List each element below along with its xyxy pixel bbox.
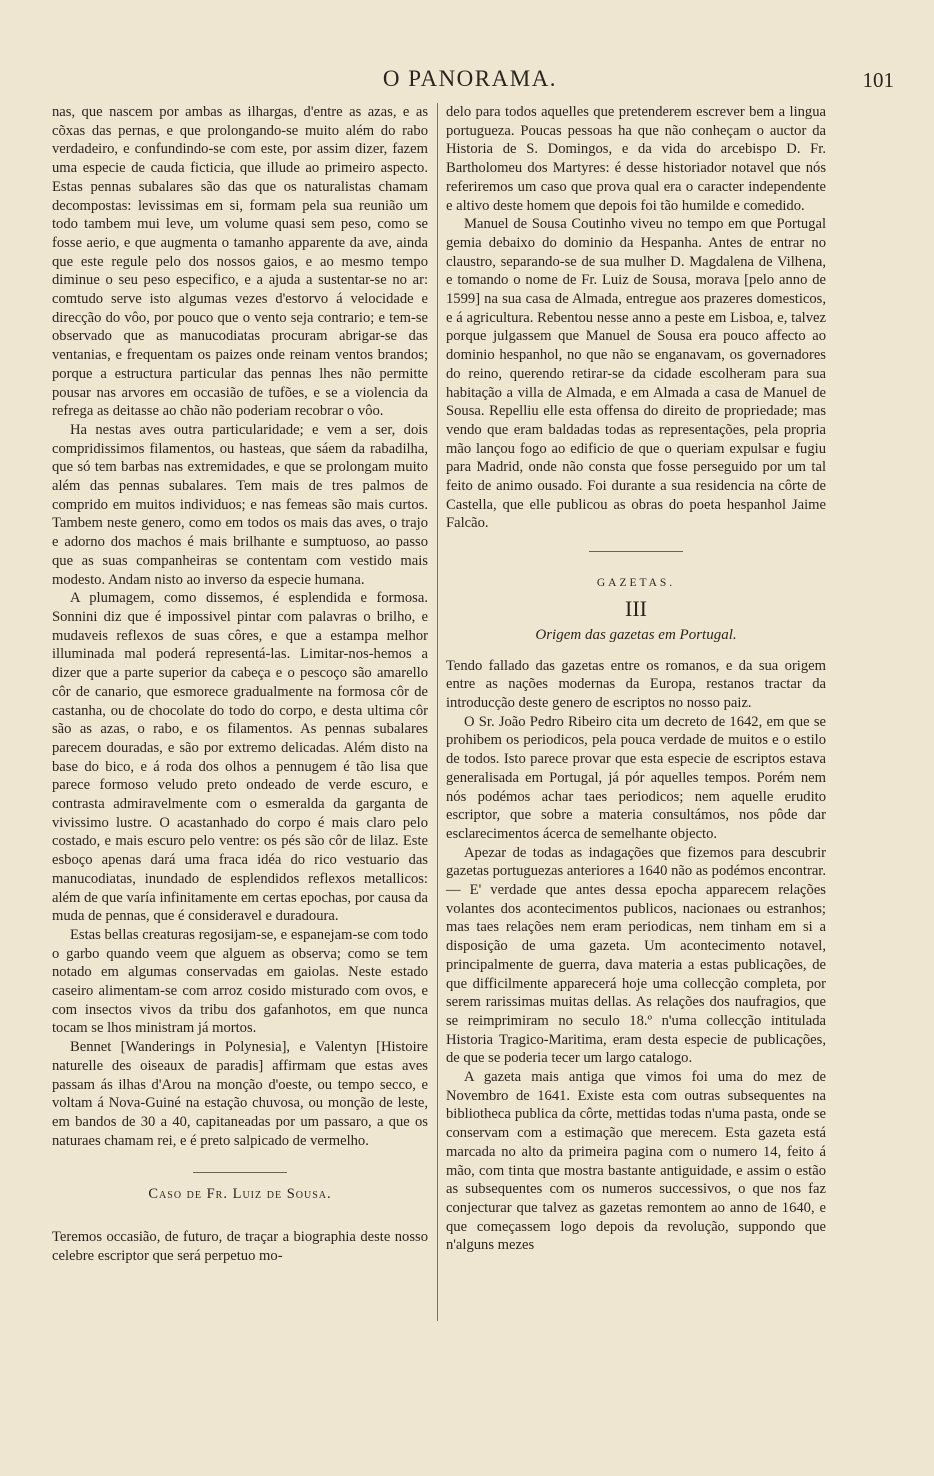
left-column [52, 103, 428, 1265]
paragraph: nas, que nascem por ambas as ilhargas, d'entre as azas, e as cõxas das pernas, e que prolongando-se muito além do rabo verdadeiro, e confundindo-se com este, por assim dizer, fazem uma especie de cauda ficticia, que illude ao primeiro aspecto. Estas pennas subalares são das que os naturalistas chamam decompostas: levissimas em si, formam pela sua reunião um todo tambem mui leve, um volume quasi sem peso, como se fosse aerio, e que augmenta o tamanho apparente da ave, ainda que este regule pelo dos nossos gaios, e ao mesmo tempo diminue o seu peso especifico, e a ajuda a sustentar-se no ar: comtudo serve isto algumas vezes d'estorvo á velocidade e direcção do vôo, por pouco que o vento seja contrario; e tem-se observado que as manucodiatas procuram abrigar-se das ventanias, e frequentam os paizes onde reinam ventos brandos; porque a estructura particular das pennas lhes não permitte pousar nas arvores em occasião de tufões, e se a violencia da refrega as deitasse ao chão não poderiam recobrar o vôo. [52, 104, 428, 420]
right-column [446, 103, 826, 1255]
paragraph: A plumagem, como dissemos, é esplendida e formosa. Sonnini diz que é impossivel pintar com palavras o brilho, e mudaveis reflexos de suas côres, e que a estampa melhor illuminada mal poderá representá-las. Limitar-nos-hemos a dizer que a parte superior da cabeça e o pescoço são amarello côr de canario, que esmorece gradualmente na formosa côr de castanha, ou de chocolate do todo do corpo, e desta ultima côr são as azas, o rabo, e os filamentos. As pennas subalares parecem douradas, e são por extremo delicadas. Além disto na base do bico, e á roda dos olhos a pennugem é tão lisa que parece formoso veludo preto ondeado de verde escuro, e contrasta admiravelmente com o esmeralda da garganta de vivissimo lustre. O acastanhado do corpo é mais claro pelo costado, e mais escuro pelo ventre: os pés são côr de lilaz. Este esboço apenas dará uma fraca idéa do rico vestuario das manucodiatas, inundado de esplendidos reflexos metallicos: além de que varía infinitamente em certas epochas, por causa da muda de pennas, que é consideravel e duradoura. [52, 590, 428, 925]
gazette-heading: GAZETAS. [596, 577, 676, 590]
paragraph: O Sr. João Pedro Ribeiro cita um decreto de 1642, em que se prohibem os periodicos, pela pouca verdade de muitos e o estilo de todos. Isto parece provar que esta especie de escriptos estava generalisada em Portugal, já pór aquelles tempos. Porém nem nós podémos achar taes periodicos; nem aquelle erudito escriptor, que sobre a materia consultámos, nos pôde dar esclarecimentos ácerca de semelhante objecto. [446, 713, 826, 842]
running-head [40, 66, 900, 96]
column-rule [437, 103, 438, 1321]
paragraph: Estas bellas creaturas regosijam-se, e espanejam-se com todo o garbo quando veem que alguem as observa; como se tem notado em algumas conservadas em gaiolas. Neste estado caseiro alimentam-se com arroz cosido misturado com ovos, e com insectos vivos da tribu dos gafanhotos, em que nunca tocam se lhos ministram já mortos. [52, 926, 428, 1037]
section-title: Caso de Fr. Luiz de Sousa. [148, 1186, 332, 1203]
paragraph: Tendo fallado das gazetas entre os romanos, e da sua origem entre as nações modernas da Europa, restanos tractar da introducção deste genero de escriptos no nosso paiz. [446, 657, 826, 711]
section-divider [193, 1172, 287, 1173]
page-number: 101 [862, 68, 894, 92]
gazette-number: III [625, 595, 647, 621]
gazette-header [446, 551, 826, 644]
paragraph: delo para todos aquelles que pretenderem escrever bem a lingua portugueza. Poucas pessoas ha que não conheçam o auctor da Historia de S. Domingos, e da vida do arcebispo D. Fr. Bartholomeu dos Martyres: é desse historiador notavel que nós referiremos um caso que prova qual era o caracter independente e altivo deste homem que depois foi tão humilde e comedido. [446, 104, 826, 214]
paragraph: Apezar de todas as indagações que fizemos para descubrir gazetas portuguezas anteriores a 1640 não as podémos encontrar. — E' verdade que antes dessa epocha apparecem relações volantes dos acontecimentos publicos, nacionaes ou estranhos; mas taes relações nem eram periodicas, nem tinham em si a disposição de uma gazeta. Um acontecimento notavel, principalmente de guerra, dava materia a estas publicações, de que difficilmente apparecerá hoje uma collecção completa, por serem rarissimas muitas dellas. As relações dos naufragios, que se reimprimiram no seculo 18.º n'uma collecção intitulada Historia Tragico-Maritima, eram desta especie de publicações, de que se poderia tecer um largo catalogo. [446, 844, 826, 1067]
paragraph: Ha nestas aves outra particularidade; e vem a ser, dois compridissimos filamentos, ou hasteas, que sáem da rabadilha, que só tem barbas nas extremidades, e que se prolongam muito além das pennas subalares. Tem mais de tres palmos de comprido em muitos individuos; e nas femeas são mais curtos. Tambem neste genero, como em todos os mais das aves, o trajo e adorno dos machos é mais brilhante e sumptuoso, ao passo que as suas companheiras se contentam com vestido mais modesto. Andam nisto ao inverso da especie humana. [52, 421, 428, 588]
page-title: O PANORAMA. [382, 66, 558, 91]
paragraph: A gazeta mais antiga que vimos foi uma do mez de Novembro de 1641. Existe esta com outras subsequentes na bibliotheca publica da côrte, mettidas todas n'uma pasta, onde se conservam com a estimação que merecem. Esta gazeta está marcada no alto da primeira pagina com o numero 14, feito á mão, com tinta que mostra bastante antiguidade, e assim o estão as subsequentes com os numeros successivos, o que nos faz conjecturar que talvez as gazetas remontem ao anno de 1640, e que começassem logo depois da revolução, suppondo que n'alguns mezes [446, 1069, 826, 1254]
section-paragraph: Teremos occasião, de futuro, de traçar a biographia deste nosso celebre escriptor que será perpetuo mo- [52, 1229, 428, 1264]
paragraph: Manuel de Sousa Coutinho viveu no tempo em que Portugal gemia debaixo do dominio da Hespanha. Antes de entrar no claustro, separando-se de sua mulher D. Magdalena de Vilhena, e tomando o nome de Fr. Luiz de Sousa, morava [pelo anno de 1599] na sua casa de Almada, entregue aos prazeres domesticos, e á agricultura. Rebentou nesse anno a peste em Lisboa, e, talvez porque julgassem que Manuel de Sousa era pouco affecto ao dominio hespanhol, no que não se enganavam, os governadores do reino, querendo retirar-se da cidade escolheram para sua habitação a villa de Almada, e em Almada a casa de Manuel de Sousa. Repelliu elle esta offensa do direito de propriedade; mas vendo que eram baldadas todas as representações, pela propria mão lançou fogo ao edificio de que o queriam expulsar e fugiu para Madrid, onde não consta que fosse perseguido por um tal feito de animo ousado. Foi durante a sua residencia na côrte de Castella, que elle publicou as obras do poeta hespanhol Jaime Falcão. [446, 216, 826, 532]
paragraph: Bennet [Wanderings in Polynesia], e Valentyn [Histoire naturelle des oiseaux de paradis] affirmam que estas aves passam ás ilhas d'Arou na monção d'oeste, ou tempo secco, e voltam á Nova-Guiné na estação chuvosa, ou monção de leste, em bandos de 30 a 40, capitaneadas por um passaro, a que os naturaes chamam rei, e é preto salpicado de vermelho. [52, 1039, 428, 1149]
gazette-subtitle: Origem das gazetas em Portugal. [535, 626, 737, 643]
section-divider [589, 551, 683, 552]
